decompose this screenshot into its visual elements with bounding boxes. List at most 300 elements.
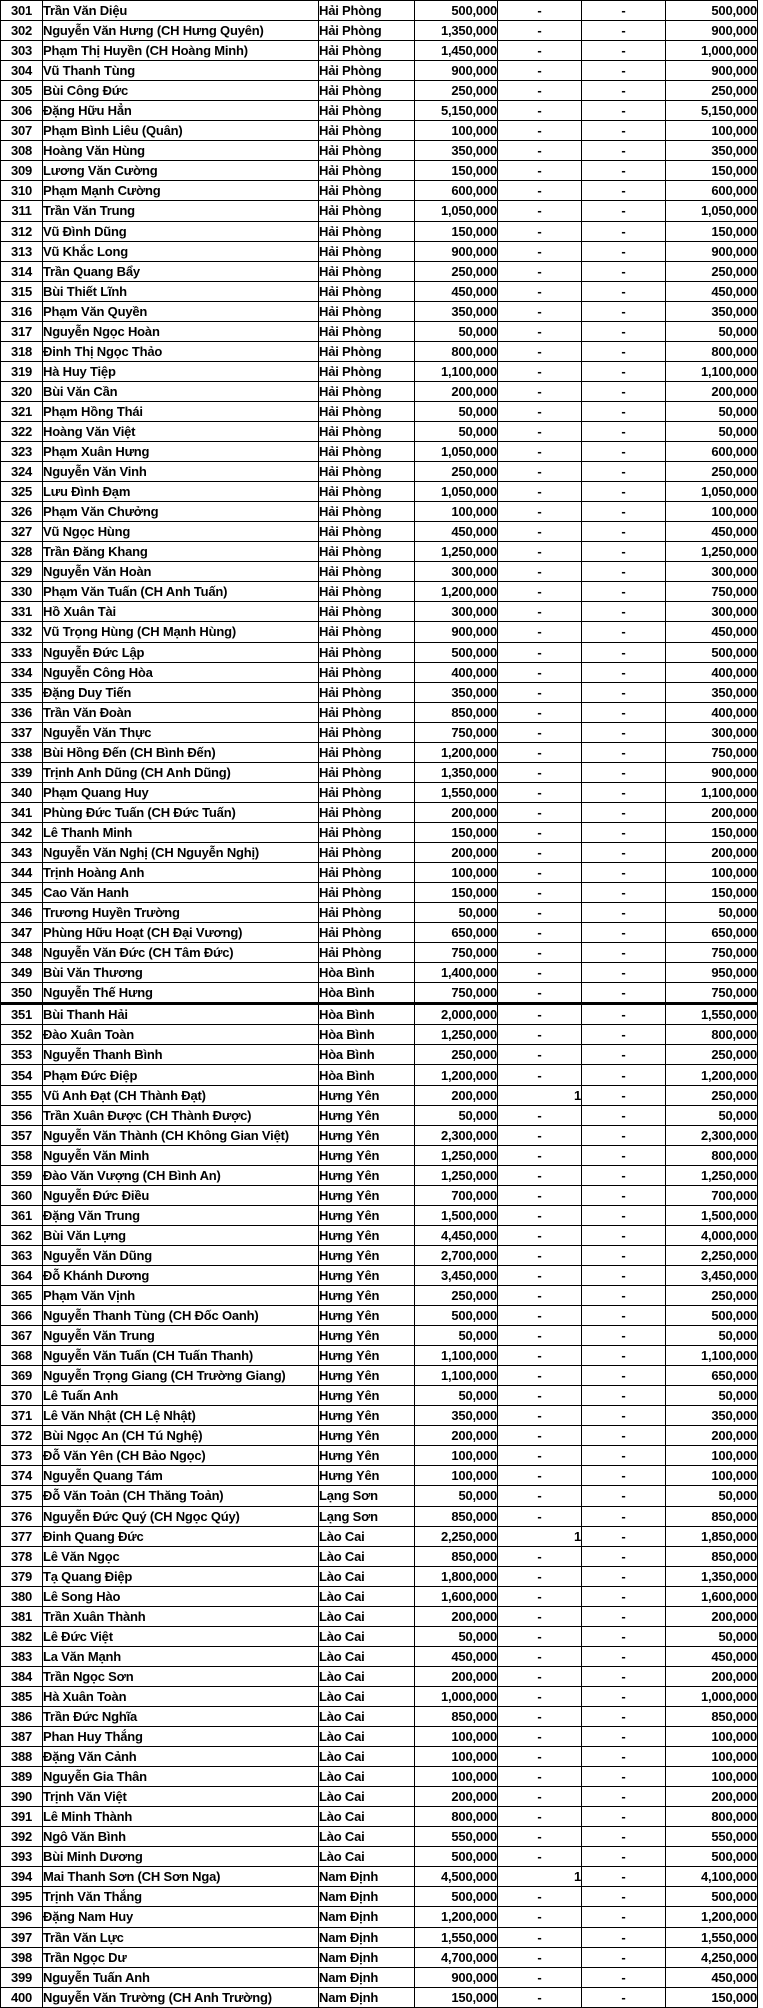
flag-cell[interactable]: - xyxy=(498,1185,582,1205)
amount-cell[interactable]: 500,000 xyxy=(666,642,758,662)
amount-cell[interactable]: 500,000 xyxy=(666,1847,758,1867)
row-number-cell[interactable]: 327 xyxy=(1,522,43,542)
amount-cell[interactable]: 450,000 xyxy=(666,622,758,642)
amount-cell[interactable]: 5,150,000 xyxy=(666,101,758,121)
province-cell[interactable]: Hải Phòng xyxy=(319,822,415,842)
row-number-cell[interactable]: 306 xyxy=(1,101,43,121)
row-number-cell[interactable]: 309 xyxy=(1,161,43,181)
row-number-cell[interactable]: 396 xyxy=(1,1907,43,1927)
amount-cell[interactable]: 100,000 xyxy=(666,863,758,883)
amount-cell[interactable]: 450,000 xyxy=(666,281,758,301)
amount-cell[interactable]: 2,300,000 xyxy=(666,1125,758,1145)
flag-cell[interactable]: - xyxy=(498,301,582,321)
province-cell[interactable]: Lào Cai xyxy=(319,1566,415,1586)
flag-cell[interactable]: - xyxy=(498,662,582,682)
name-cell[interactable]: Nguyễn Công Hòa xyxy=(43,662,319,682)
name-cell[interactable]: Bùi Văn Cần xyxy=(43,381,319,401)
flag-cell[interactable]: - xyxy=(498,502,582,522)
row-number-cell[interactable]: 338 xyxy=(1,742,43,762)
province-cell[interactable]: Hưng Yên xyxy=(319,1386,415,1406)
amount-cell[interactable]: 550,000 xyxy=(666,1827,758,1847)
flag-cell[interactable]: - xyxy=(498,1827,582,1847)
amount-cell[interactable]: 1,000,000 xyxy=(666,1686,758,1706)
flag-cell[interactable]: - xyxy=(498,261,582,281)
row-number-cell[interactable]: 305 xyxy=(1,81,43,101)
name-cell[interactable]: Trần Xuân Thành xyxy=(43,1606,319,1626)
amount-cell[interactable]: 350,000 xyxy=(415,301,498,321)
flag-cell[interactable]: - xyxy=(498,1145,582,1165)
flag-cell[interactable]: - xyxy=(498,1807,582,1827)
province-cell[interactable]: Hưng Yên xyxy=(319,1125,415,1145)
amount-cell[interactable]: 900,000 xyxy=(415,61,498,81)
flag-cell[interactable]: - xyxy=(582,1947,666,1967)
amount-cell[interactable]: 500,000 xyxy=(415,1847,498,1867)
province-cell[interactable]: Hải Phòng xyxy=(319,883,415,903)
province-cell[interactable]: Hải Phòng xyxy=(319,702,415,722)
province-cell[interactable]: Hưng Yên xyxy=(319,1406,415,1426)
flag-cell[interactable]: - xyxy=(582,261,666,281)
flag-cell[interactable]: - xyxy=(582,1025,666,1045)
name-cell[interactable]: Vũ Thanh Tùng xyxy=(43,61,319,81)
province-cell[interactable]: Hải Phòng xyxy=(319,41,415,61)
row-number-cell[interactable]: 330 xyxy=(1,582,43,602)
flag-cell[interactable]: - xyxy=(582,742,666,762)
flag-cell[interactable]: - xyxy=(498,1326,582,1346)
flag-cell[interactable]: - xyxy=(582,1466,666,1486)
row-number-cell[interactable]: 339 xyxy=(1,762,43,782)
amount-cell[interactable]: 50,000 xyxy=(415,401,498,421)
name-cell[interactable]: Phan Huy Thắng xyxy=(43,1727,319,1747)
flag-cell[interactable]: - xyxy=(582,1145,666,1165)
name-cell[interactable]: Nguyễn Tuấn Anh xyxy=(43,1967,319,1987)
flag-cell[interactable]: - xyxy=(498,1446,582,1466)
row-number-cell[interactable]: 400 xyxy=(1,1987,43,2007)
province-cell[interactable]: Hưng Yên xyxy=(319,1165,415,1185)
name-cell[interactable]: Trịnh Anh Dũng (CH Anh Dũng) xyxy=(43,762,319,782)
flag-cell[interactable]: - xyxy=(582,642,666,662)
row-number-cell[interactable]: 390 xyxy=(1,1787,43,1807)
name-cell[interactable]: Vũ Trọng Hùng (CH Mạnh Hùng) xyxy=(43,622,319,642)
name-cell[interactable]: Nguyễn Văn Tuấn (CH Tuấn Thanh) xyxy=(43,1346,319,1366)
amount-cell[interactable]: 450,000 xyxy=(666,522,758,542)
name-cell[interactable]: Nguyễn Văn Thành (CH Không Gian Việt) xyxy=(43,1125,319,1145)
flag-cell[interactable]: - xyxy=(498,1787,582,1807)
flag-cell[interactable]: - xyxy=(582,1366,666,1386)
amount-cell[interactable]: 750,000 xyxy=(415,943,498,963)
amount-cell[interactable]: 2,700,000 xyxy=(415,1245,498,1265)
name-cell[interactable]: Trịnh Văn Việt xyxy=(43,1787,319,1807)
flag-cell[interactable]: - xyxy=(582,1626,666,1646)
flag-cell[interactable]: - xyxy=(582,702,666,722)
row-number-cell[interactable]: 319 xyxy=(1,361,43,381)
row-number-cell[interactable]: 360 xyxy=(1,1185,43,1205)
amount-cell[interactable]: 1,500,000 xyxy=(415,1205,498,1225)
flag-cell[interactable]: - xyxy=(498,341,582,361)
amount-cell[interactable]: 1,250,000 xyxy=(415,1025,498,1045)
flag-cell[interactable]: - xyxy=(582,1987,666,2007)
row-number-cell[interactable]: 312 xyxy=(1,221,43,241)
amount-cell[interactable]: 100,000 xyxy=(666,1727,758,1747)
name-cell[interactable]: Bùi Thanh Hải xyxy=(43,1004,319,1025)
flag-cell[interactable]: - xyxy=(498,822,582,842)
flag-cell[interactable]: - xyxy=(582,21,666,41)
amount-cell[interactable]: 300,000 xyxy=(415,562,498,582)
amount-cell[interactable]: 100,000 xyxy=(415,1727,498,1747)
flag-cell[interactable]: - xyxy=(582,542,666,562)
flag-cell[interactable]: - xyxy=(498,642,582,662)
row-number-cell[interactable]: 386 xyxy=(1,1706,43,1726)
row-number-cell[interactable]: 320 xyxy=(1,381,43,401)
flag-cell[interactable]: - xyxy=(582,622,666,642)
flag-cell[interactable]: - xyxy=(582,1265,666,1285)
name-cell[interactable]: Trương Huyền Trường xyxy=(43,903,319,923)
flag-cell[interactable]: - xyxy=(498,682,582,702)
flag-cell[interactable]: - xyxy=(582,582,666,602)
province-cell[interactable]: Hải Phòng xyxy=(319,21,415,41)
amount-cell[interactable]: 600,000 xyxy=(666,442,758,462)
amount-cell[interactable]: 3,450,000 xyxy=(415,1265,498,1285)
amount-cell[interactable]: 850,000 xyxy=(666,1506,758,1526)
province-cell[interactable]: Hải Phòng xyxy=(319,281,415,301)
flag-cell[interactable]: - xyxy=(498,762,582,782)
province-cell[interactable]: Nam Định xyxy=(319,1987,415,2007)
name-cell[interactable]: Nguyễn Thế Hưng xyxy=(43,983,319,1004)
flag-cell[interactable]: - xyxy=(582,121,666,141)
amount-cell[interactable]: 150,000 xyxy=(666,883,758,903)
row-number-cell[interactable]: 372 xyxy=(1,1426,43,1446)
flag-cell[interactable]: - xyxy=(582,1185,666,1205)
name-cell[interactable]: Trần Ngọc Dư xyxy=(43,1947,319,1967)
amount-cell[interactable]: 100,000 xyxy=(415,121,498,141)
amount-cell[interactable]: 1,050,000 xyxy=(415,201,498,221)
flag-cell[interactable]: - xyxy=(498,1065,582,1085)
province-cell[interactable]: Hưng Yên xyxy=(319,1426,415,1446)
flag-cell[interactable]: - xyxy=(498,321,582,341)
name-cell[interactable]: Đặng Nam Huy xyxy=(43,1907,319,1927)
flag-cell[interactable]: - xyxy=(582,963,666,983)
flag-cell[interactable]: - xyxy=(498,462,582,482)
flag-cell[interactable]: - xyxy=(498,1506,582,1526)
name-cell[interactable]: Nguyễn Văn Nghị (CH Nguyễn Nghị) xyxy=(43,842,319,862)
name-cell[interactable]: Hồ Xuân Tài xyxy=(43,602,319,622)
amount-cell[interactable]: 1,350,000 xyxy=(415,21,498,41)
name-cell[interactable]: Bùi Văn Thương xyxy=(43,963,319,983)
name-cell[interactable]: Trần Văn Đoàn xyxy=(43,702,319,722)
flag-cell[interactable]: - xyxy=(582,421,666,441)
amount-cell[interactable]: 50,000 xyxy=(666,421,758,441)
province-cell[interactable]: Lào Cai xyxy=(319,1646,415,1666)
amount-cell[interactable]: 1,250,000 xyxy=(666,1165,758,1185)
row-number-cell[interactable]: 374 xyxy=(1,1466,43,1486)
amount-cell[interactable]: 800,000 xyxy=(666,1807,758,1827)
amount-cell[interactable]: 150,000 xyxy=(666,221,758,241)
amount-cell[interactable]: 1,250,000 xyxy=(415,1145,498,1165)
name-cell[interactable]: Lương Văn Cường xyxy=(43,161,319,181)
flag-cell[interactable]: - xyxy=(582,1526,666,1546)
flag-cell[interactable]: 1 xyxy=(498,1867,582,1887)
province-cell[interactable]: Hải Phòng xyxy=(319,121,415,141)
flag-cell[interactable]: - xyxy=(582,1727,666,1747)
flag-cell[interactable]: - xyxy=(582,241,666,261)
amount-cell[interactable]: 200,000 xyxy=(666,1666,758,1686)
amount-cell[interactable]: 1,200,000 xyxy=(666,1065,758,1085)
row-number-cell[interactable]: 397 xyxy=(1,1927,43,1947)
flag-cell[interactable]: - xyxy=(498,61,582,81)
province-cell[interactable]: Hải Phòng xyxy=(319,381,415,401)
province-cell[interactable]: Hưng Yên xyxy=(319,1225,415,1245)
flag-cell[interactable]: - xyxy=(498,1366,582,1386)
name-cell[interactable]: Nguyễn Văn Hưng (CH Hưng Quyên) xyxy=(43,21,319,41)
province-cell[interactable]: Hải Phòng xyxy=(319,141,415,161)
amount-cell[interactable]: 50,000 xyxy=(666,1326,758,1346)
amount-cell[interactable]: 1,100,000 xyxy=(415,361,498,381)
province-cell[interactable]: Nam Định xyxy=(319,1887,415,1907)
amount-cell[interactable]: 500,000 xyxy=(666,1,758,21)
amount-cell[interactable]: 850,000 xyxy=(415,1546,498,1566)
amount-cell[interactable]: 1,550,000 xyxy=(415,782,498,802)
amount-cell[interactable]: 750,000 xyxy=(415,983,498,1004)
row-number-cell[interactable]: 311 xyxy=(1,201,43,221)
amount-cell[interactable]: 750,000 xyxy=(666,983,758,1004)
name-cell[interactable]: Phạm Quang Huy xyxy=(43,782,319,802)
flag-cell[interactable]: - xyxy=(498,121,582,141)
flag-cell[interactable]: - xyxy=(582,1686,666,1706)
flag-cell[interactable]: - xyxy=(498,21,582,41)
province-cell[interactable]: Hải Phòng xyxy=(319,762,415,782)
province-cell[interactable]: Hưng Yên xyxy=(319,1346,415,1366)
flag-cell[interactable]: - xyxy=(582,802,666,822)
row-number-cell[interactable]: 393 xyxy=(1,1847,43,1867)
name-cell[interactable]: Phạm Văn Chưởng xyxy=(43,502,319,522)
flag-cell[interactable]: - xyxy=(498,582,582,602)
flag-cell[interactable]: - xyxy=(498,1747,582,1767)
flag-cell[interactable]: - xyxy=(582,1225,666,1245)
amount-cell[interactable]: 4,450,000 xyxy=(415,1225,498,1245)
name-cell[interactable]: Bùi Hồng Đến (CH Bình Đến) xyxy=(43,742,319,762)
amount-cell[interactable]: 1,200,000 xyxy=(415,582,498,602)
amount-cell[interactable]: 2,250,000 xyxy=(666,1245,758,1265)
province-cell[interactable]: Hải Phòng xyxy=(319,181,415,201)
row-number-cell[interactable]: 388 xyxy=(1,1747,43,1767)
amount-cell[interactable]: 150,000 xyxy=(415,221,498,241)
province-cell[interactable]: Lào Cai xyxy=(319,1787,415,1807)
amount-cell[interactable]: 150,000 xyxy=(415,161,498,181)
amount-cell[interactable]: 250,000 xyxy=(415,261,498,281)
amount-cell[interactable]: 200,000 xyxy=(666,1787,758,1807)
flag-cell[interactable]: - xyxy=(582,1085,666,1105)
province-cell[interactable]: Hưng Yên xyxy=(319,1085,415,1105)
amount-cell[interactable]: 2,250,000 xyxy=(415,1526,498,1546)
amount-cell[interactable]: 500,000 xyxy=(415,642,498,662)
row-number-cell[interactable]: 366 xyxy=(1,1306,43,1326)
name-cell[interactable]: Bùi Minh Dương xyxy=(43,1847,319,1867)
flag-cell[interactable]: - xyxy=(582,682,666,702)
name-cell[interactable]: La Văn Mạnh xyxy=(43,1646,319,1666)
name-cell[interactable]: Trần Đức Nghĩa xyxy=(43,1706,319,1726)
flag-cell[interactable]: - xyxy=(498,522,582,542)
province-cell[interactable]: Hưng Yên xyxy=(319,1366,415,1386)
row-number-cell[interactable]: 345 xyxy=(1,883,43,903)
province-cell[interactable]: Hải Phòng xyxy=(319,361,415,381)
flag-cell[interactable]: - xyxy=(498,1466,582,1486)
name-cell[interactable]: Trần Văn Lực xyxy=(43,1927,319,1947)
row-number-cell[interactable]: 326 xyxy=(1,502,43,522)
flag-cell[interactable]: - xyxy=(498,842,582,862)
amount-cell[interactable]: 1,100,000 xyxy=(666,1346,758,1366)
flag-cell[interactable]: - xyxy=(582,1386,666,1406)
flag-cell[interactable]: - xyxy=(582,983,666,1004)
flag-cell[interactable]: - xyxy=(498,602,582,622)
flag-cell[interactable]: - xyxy=(582,562,666,582)
amount-cell[interactable]: 1,200,000 xyxy=(415,1907,498,1927)
province-cell[interactable]: Lào Cai xyxy=(319,1546,415,1566)
province-cell[interactable]: Lào Cai xyxy=(319,1686,415,1706)
flag-cell[interactable]: - xyxy=(498,1426,582,1446)
province-cell[interactable]: Hải Phòng xyxy=(319,81,415,101)
name-cell[interactable]: Đỗ Khánh Dương xyxy=(43,1265,319,1285)
amount-cell[interactable]: 800,000 xyxy=(666,1025,758,1045)
flag-cell[interactable]: - xyxy=(582,1286,666,1306)
amount-cell[interactable]: 50,000 xyxy=(415,1105,498,1125)
amount-cell[interactable]: 350,000 xyxy=(666,1406,758,1426)
row-number-cell[interactable]: 394 xyxy=(1,1867,43,1887)
row-number-cell[interactable]: 383 xyxy=(1,1646,43,1666)
flag-cell[interactable]: - xyxy=(498,181,582,201)
row-number-cell[interactable]: 352 xyxy=(1,1025,43,1045)
flag-cell[interactable]: - xyxy=(498,81,582,101)
row-number-cell[interactable]: 350 xyxy=(1,983,43,1004)
flag-cell[interactable]: - xyxy=(498,943,582,963)
row-number-cell[interactable]: 376 xyxy=(1,1506,43,1526)
amount-cell[interactable]: 150,000 xyxy=(415,822,498,842)
amount-cell[interactable]: 1,250,000 xyxy=(415,1165,498,1185)
name-cell[interactable]: Nguyễn Văn Trường (CH Anh Trường) xyxy=(43,1987,319,2007)
flag-cell[interactable]: - xyxy=(582,822,666,842)
flag-cell[interactable]: - xyxy=(498,1205,582,1225)
amount-cell[interactable]: 4,000,000 xyxy=(666,1225,758,1245)
province-cell[interactable]: Hải Phòng xyxy=(319,161,415,181)
flag-cell[interactable]: - xyxy=(498,161,582,181)
flag-cell[interactable]: - xyxy=(582,1125,666,1145)
flag-cell[interactable]: - xyxy=(498,442,582,462)
name-cell[interactable]: Lê Văn Ngọc xyxy=(43,1546,319,1566)
amount-cell[interactable]: 50,000 xyxy=(415,903,498,923)
amount-cell[interactable]: 800,000 xyxy=(415,1807,498,1827)
row-number-cell[interactable]: 341 xyxy=(1,802,43,822)
name-cell[interactable]: Trịnh Hoàng Anh xyxy=(43,863,319,883)
row-number-cell[interactable]: 346 xyxy=(1,903,43,923)
amount-cell[interactable]: 1,550,000 xyxy=(666,1004,758,1025)
row-number-cell[interactable]: 357 xyxy=(1,1125,43,1145)
amount-cell[interactable]: 1,550,000 xyxy=(666,1927,758,1947)
flag-cell[interactable]: - xyxy=(582,141,666,161)
row-number-cell[interactable]: 379 xyxy=(1,1566,43,1586)
amount-cell[interactable]: 1,800,000 xyxy=(415,1566,498,1586)
amount-cell[interactable]: 200,000 xyxy=(415,1085,498,1105)
name-cell[interactable]: Đinh Thị Ngọc Thảo xyxy=(43,341,319,361)
amount-cell[interactable]: 100,000 xyxy=(415,1747,498,1767)
province-cell[interactable]: Lào Cai xyxy=(319,1586,415,1606)
row-number-cell[interactable]: 316 xyxy=(1,301,43,321)
province-cell[interactable]: Hải Phòng xyxy=(319,943,415,963)
name-cell[interactable]: Bùi Thiết Lĩnh xyxy=(43,281,319,301)
flag-cell[interactable]: - xyxy=(582,442,666,462)
amount-cell[interactable]: 250,000 xyxy=(666,1045,758,1065)
row-number-cell[interactable]: 387 xyxy=(1,1727,43,1747)
province-cell[interactable]: Lạng Sơn xyxy=(319,1506,415,1526)
name-cell[interactable]: Nguyễn Văn Minh xyxy=(43,1145,319,1165)
flag-cell[interactable]: - xyxy=(582,361,666,381)
amount-cell[interactable]: 150,000 xyxy=(415,1987,498,2007)
name-cell[interactable]: Tạ Quang Điệp xyxy=(43,1566,319,1586)
flag-cell[interactable]: - xyxy=(582,1586,666,1606)
amount-cell[interactable]: 50,000 xyxy=(666,321,758,341)
name-cell[interactable]: Bùi Ngọc An (CH Tú Nghệ) xyxy=(43,1426,319,1446)
flag-cell[interactable]: - xyxy=(582,1306,666,1326)
amount-cell[interactable]: 900,000 xyxy=(666,61,758,81)
name-cell[interactable]: Ngô Văn Bình xyxy=(43,1827,319,1847)
name-cell[interactable]: Trần Quang Bẩy xyxy=(43,261,319,281)
row-number-cell[interactable]: 351 xyxy=(1,1004,43,1025)
flag-cell[interactable]: - xyxy=(498,201,582,221)
flag-cell[interactable]: - xyxy=(582,1887,666,1907)
amount-cell[interactable]: 200,000 xyxy=(666,842,758,862)
name-cell[interactable]: Phạm Bình Liêu (Quân) xyxy=(43,121,319,141)
row-number-cell[interactable]: 364 xyxy=(1,1265,43,1285)
name-cell[interactable]: Bùi Công Đức xyxy=(43,81,319,101)
flag-cell[interactable]: - xyxy=(498,1286,582,1306)
name-cell[interactable]: Nguyễn Gia Thân xyxy=(43,1767,319,1787)
amount-cell[interactable]: 750,000 xyxy=(415,722,498,742)
province-cell[interactable]: Hải Phòng xyxy=(319,602,415,622)
amount-cell[interactable]: 1,250,000 xyxy=(415,542,498,562)
province-cell[interactable]: Hải Phòng xyxy=(319,321,415,341)
amount-cell[interactable]: 1,200,000 xyxy=(415,1065,498,1085)
name-cell[interactable]: Đặng Hữu Hẳn xyxy=(43,101,319,121)
province-cell[interactable]: Hải Phòng xyxy=(319,442,415,462)
amount-cell[interactable]: 450,000 xyxy=(415,281,498,301)
amount-cell[interactable]: 200,000 xyxy=(415,842,498,862)
flag-cell[interactable]: - xyxy=(498,1225,582,1245)
amount-cell[interactable]: 850,000 xyxy=(415,702,498,722)
flag-cell[interactable]: - xyxy=(498,1346,582,1366)
flag-cell[interactable]: - xyxy=(582,1747,666,1767)
name-cell[interactable]: Bùi Văn Lựng xyxy=(43,1225,319,1245)
flag-cell[interactable]: - xyxy=(498,1606,582,1626)
amount-cell[interactable]: 600,000 xyxy=(666,181,758,201)
amount-cell[interactable]: 150,000 xyxy=(415,883,498,903)
province-cell[interactable]: Lào Cai xyxy=(319,1626,415,1646)
flag-cell[interactable]: - xyxy=(582,101,666,121)
amount-cell[interactable]: 800,000 xyxy=(666,341,758,361)
flag-cell[interactable]: - xyxy=(582,522,666,542)
name-cell[interactable]: Hà Xuân Toàn xyxy=(43,1686,319,1706)
row-number-cell[interactable]: 395 xyxy=(1,1887,43,1907)
flag-cell[interactable]: - xyxy=(498,1546,582,1566)
flag-cell[interactable]: - xyxy=(498,1566,582,1586)
flag-cell[interactable]: - xyxy=(498,1947,582,1967)
amount-cell[interactable]: 900,000 xyxy=(415,1967,498,1987)
flag-cell[interactable]: - xyxy=(498,742,582,762)
name-cell[interactable]: Phạm Văn Vịnh xyxy=(43,1286,319,1306)
row-number-cell[interactable]: 384 xyxy=(1,1666,43,1686)
flag-cell[interactable]: - xyxy=(498,1245,582,1265)
province-cell[interactable]: Lào Cai xyxy=(319,1526,415,1546)
flag-cell[interactable]: - xyxy=(498,381,582,401)
flag-cell[interactable]: - xyxy=(582,1847,666,1867)
name-cell[interactable]: Đỗ Văn Yên (CH Bảo Ngọc) xyxy=(43,1446,319,1466)
amount-cell[interactable]: 50,000 xyxy=(666,401,758,421)
